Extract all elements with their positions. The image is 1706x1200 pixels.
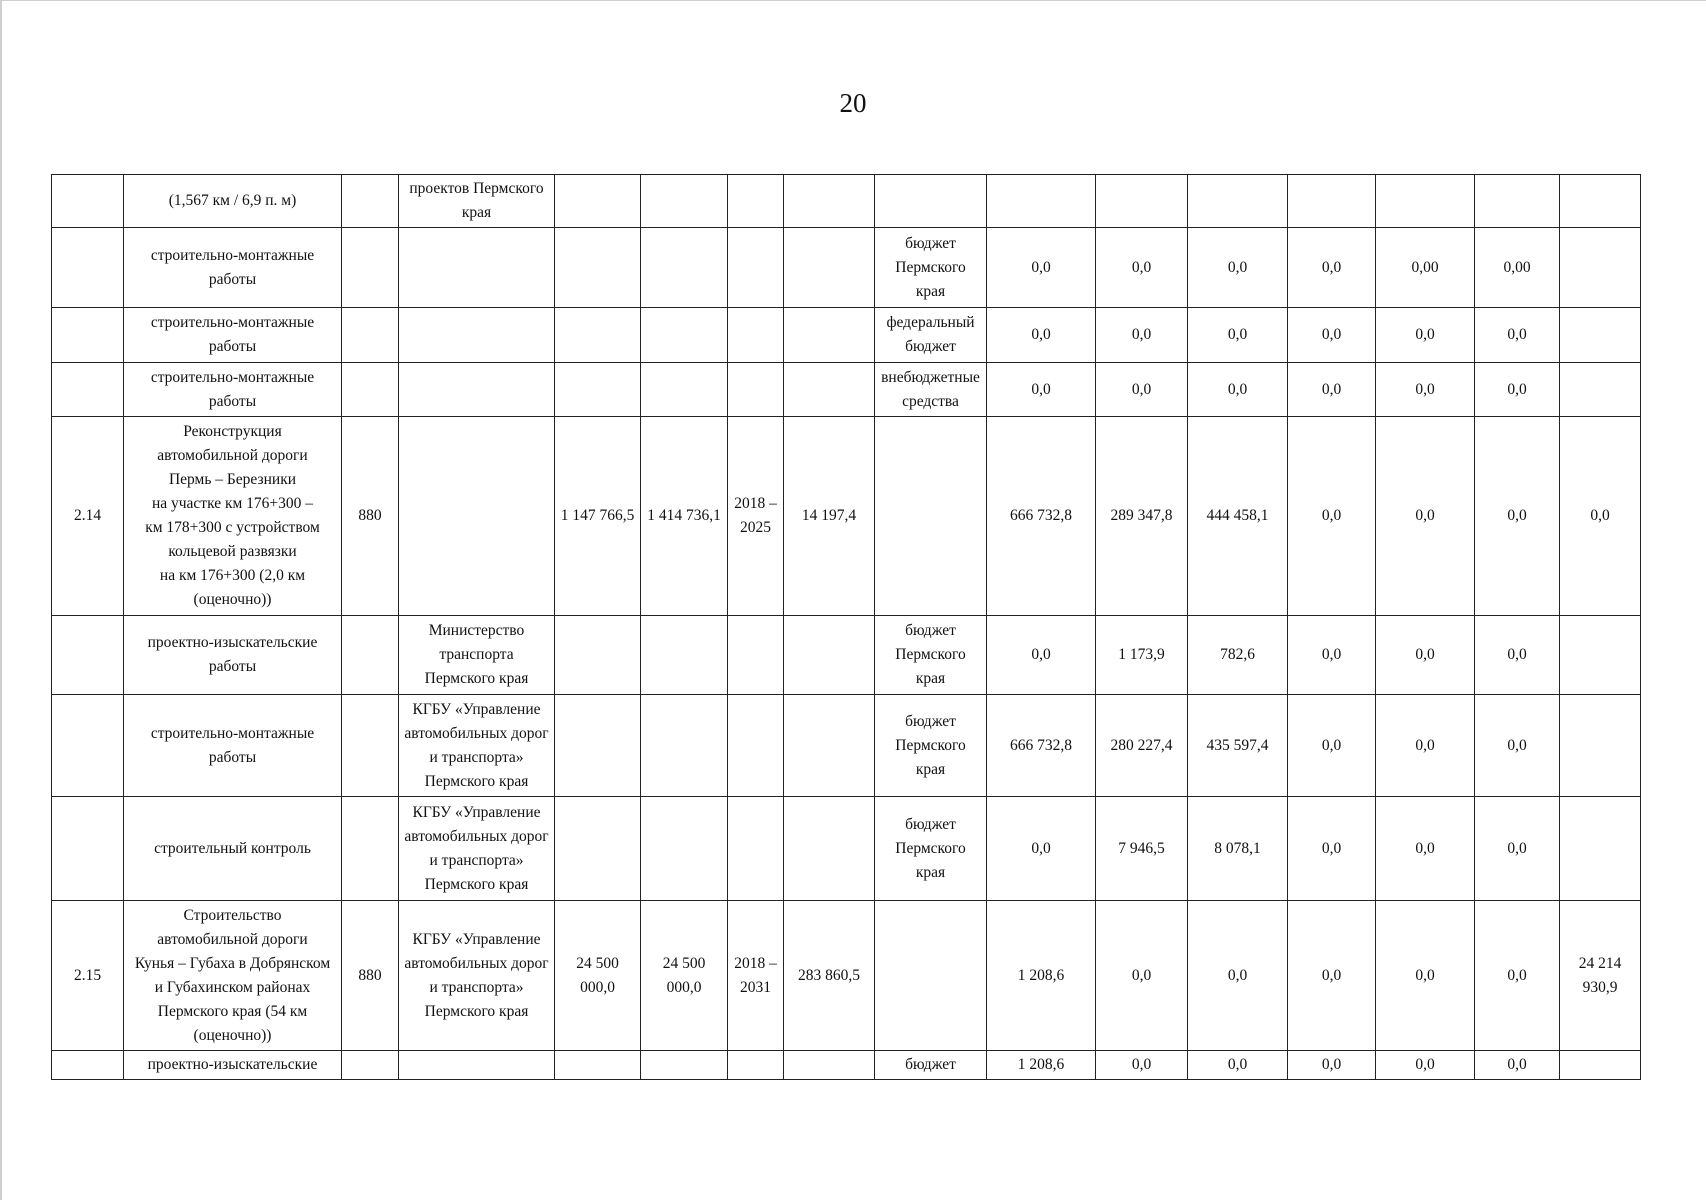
cell-code [342,228,399,308]
cell-period: 2018 – 2025 [728,417,784,616]
cell-year-6 [1475,175,1560,228]
cell-responsible-org: проектов Пермского края [399,175,555,228]
cell-year-3: 444 458,1 [1188,417,1288,616]
cell-period [728,797,784,901]
cell-total-cost [641,308,728,363]
cell-cost-estimate [555,1051,641,1080]
cell-year-4: 0,0 [1288,228,1376,308]
cell-funding-source: бюджет Пермского края [875,616,987,695]
table-row [52,1051,1641,1080]
cell-year-2: 280 227,4 [1096,695,1188,797]
page-number: 20 [839,88,867,118]
cell-row-number [52,308,124,363]
table-row [52,616,1641,695]
table-row [52,308,1641,363]
cell-period [728,175,784,228]
cell-responsible-org [399,228,555,308]
cell-period [728,228,784,308]
cell-year-2: 289 347,8 [1096,417,1188,616]
cell-year-4: 0,0 [1288,417,1376,616]
cell-spent-before [784,363,875,417]
cell-row-number [52,175,124,228]
cell-code [342,175,399,228]
cell-funding-source: внебюджетные средства [875,363,987,417]
cell-activity-name: Строительство автомобильной дороги Кунья – Губаха в Добрянском и Губахинском районах Пермского края (54 км (оценочно)) [124,901,342,1051]
cell-code [342,1051,399,1080]
cell-responsible-org: КГБУ «Управление автомобильных дорог и транспорта» Пермского края [399,695,555,797]
cell-year-5: 0,0 [1376,695,1475,797]
cell-year-5 [1376,175,1475,228]
table-row [52,695,1641,797]
cell-funding-source: бюджет Пермского края [875,695,987,797]
cell-year-1: 0,0 [987,616,1096,695]
cell-year-1: 666 732,8 [987,695,1096,797]
cell-year-4: 0,0 [1288,363,1376,417]
cell-year-4: 0,0 [1288,797,1376,901]
cell-remaining: 0,0 [1560,417,1641,616]
cell-row-number [52,616,124,695]
cell-funding-source: бюджет [875,1051,987,1080]
cell-year-4: 0,0 [1288,616,1376,695]
cell-remaining [1560,308,1641,363]
cell-responsible-org [399,308,555,363]
cell-activity-name: (1,567 км / 6,9 п. м) [124,175,342,228]
cell-total-cost [641,363,728,417]
cell-year-3: 782,6 [1188,616,1288,695]
cell-year-3: 0,0 [1188,308,1288,363]
cell-year-6: 0,0 [1475,363,1560,417]
cell-activity-name: строительный контроль [124,797,342,901]
table-row [52,901,1641,1051]
cell-period [728,695,784,797]
cell-funding-source [875,901,987,1051]
cell-year-3: 435 597,4 [1188,695,1288,797]
cell-year-2: 0,0 [1096,1051,1188,1080]
cell-period [728,363,784,417]
cell-total-cost [641,616,728,695]
cell-year-2 [1096,175,1188,228]
cell-row-number [52,363,124,417]
cell-year-2: 7 946,5 [1096,797,1188,901]
cell-total-cost [641,228,728,308]
cell-year-2: 0,0 [1096,363,1188,417]
cell-year-5: 0,0 [1376,616,1475,695]
cell-activity-name: проектно-изыскательские работы [124,616,342,695]
cell-activity-name: строительно-монтажные работы [124,363,342,417]
cell-year-4: 0,0 [1288,1051,1376,1080]
cell-code [342,695,399,797]
cell-spent-before [784,175,875,228]
cell-responsible-org: КГБУ «Управление автомобильных дорог и транспорта» Пермского края [399,901,555,1051]
cell-code [342,363,399,417]
cell-spent-before: 283 860,5 [784,901,875,1051]
cell-responsible-org [399,1051,555,1080]
cell-year-5: 0,00 [1376,228,1475,308]
cell-spent-before [784,228,875,308]
cell-remaining [1560,363,1641,417]
cell-code [342,797,399,901]
cell-year-1: 0,0 [987,363,1096,417]
cell-row-number: 2.14 [52,417,124,616]
cell-year-1: 1 208,6 [987,901,1096,1051]
table-row [52,797,1641,901]
cell-year-6: 0,0 [1475,308,1560,363]
table-row [52,417,1641,616]
cell-activity-name: строительно-монтажные работы [124,308,342,363]
cell-period [728,1051,784,1080]
cell-cost-estimate: 1 147 766,5 [555,417,641,616]
cell-year-2: 1 173,9 [1096,616,1188,695]
cell-year-3: 0,0 [1188,228,1288,308]
cell-activity-name: проектно-изыскательские [124,1051,342,1080]
budget-table [51,174,1641,1080]
cell-spent-before: 14 197,4 [784,417,875,616]
cell-responsible-org [399,417,555,616]
cell-year-1: 0,0 [987,308,1096,363]
cell-year-1: 1 208,6 [987,1051,1096,1080]
cell-cost-estimate [555,616,641,695]
scan-edge-top [0,0,1706,1]
table-row [52,175,1641,228]
cell-total-cost [641,175,728,228]
cell-year-6: 0,0 [1475,901,1560,1051]
cell-funding-source: бюджет Пермского края [875,228,987,308]
cell-cost-estimate [555,308,641,363]
cell-remaining: 24 214 930,9 [1560,901,1641,1051]
table-row [52,363,1641,417]
cell-total-cost: 1 414 736,1 [641,417,728,616]
cell-year-5: 0,0 [1376,417,1475,616]
cell-spent-before [784,308,875,363]
cell-year-3 [1188,175,1288,228]
cell-cost-estimate [555,228,641,308]
cell-year-4 [1288,175,1376,228]
cell-year-1 [987,175,1096,228]
cell-funding-source: федеральный бюджет [875,308,987,363]
cell-code: 880 [342,417,399,616]
cell-period [728,308,784,363]
cell-spent-before [784,616,875,695]
cell-total-cost [641,695,728,797]
cell-year-2: 0,0 [1096,901,1188,1051]
cell-remaining [1560,616,1641,695]
cell-year-4: 0,0 [1288,695,1376,797]
cell-remaining [1560,695,1641,797]
cell-year-3: 0,0 [1188,363,1288,417]
cell-year-4: 0,0 [1288,901,1376,1051]
cell-code: 880 [342,901,399,1051]
cell-cost-estimate [555,363,641,417]
cell-total-cost [641,1051,728,1080]
cell-period: 2018 – 2031 [728,901,784,1051]
cell-year-5: 0,0 [1376,1051,1475,1080]
cell-row-number [52,797,124,901]
cell-remaining [1560,1051,1641,1080]
cell-funding-source [875,175,987,228]
cell-year-2: 0,0 [1096,228,1188,308]
cell-responsible-org: Министерство транспорта Пермского края [399,616,555,695]
cell-code [342,616,399,695]
cell-spent-before [784,1051,875,1080]
cell-year-6: 0,0 [1475,695,1560,797]
cell-remaining [1560,797,1641,901]
cell-activity-name: строительно-монтажные работы [124,228,342,308]
cell-responsible-org: КГБУ «Управление автомобильных дорог и транспорта» Пермского края [399,797,555,901]
cell-year-1: 0,0 [987,228,1096,308]
cell-funding-source [875,417,987,616]
cell-year-3: 0,0 [1188,901,1288,1051]
cell-year-1: 666 732,8 [987,417,1096,616]
cell-cost-estimate [555,175,641,228]
scan-edge-left [0,0,2,1200]
cell-cost-estimate: 24 500 000,0 [555,901,641,1051]
cell-year-4: 0,0 [1288,308,1376,363]
cell-year-3: 0,0 [1188,1051,1288,1080]
cell-spent-before [784,695,875,797]
cell-year-3: 8 078,1 [1188,797,1288,901]
cell-activity-name: строительно-монтажные работы [124,695,342,797]
cell-year-5: 0,0 [1376,901,1475,1051]
cell-remaining [1560,228,1641,308]
cell-responsible-org [399,363,555,417]
cell-year-5: 0,0 [1376,797,1475,901]
cell-total-cost: 24 500 000,0 [641,901,728,1051]
cell-remaining [1560,175,1641,228]
cell-year-6: 0,0 [1475,797,1560,901]
cell-year-5: 0,0 [1376,308,1475,363]
cell-cost-estimate [555,695,641,797]
cell-row-number: 2.15 [52,901,124,1051]
cell-row-number [52,1051,124,1080]
cell-year-6: 0,0 [1475,616,1560,695]
cell-row-number [52,228,124,308]
cell-spent-before [784,797,875,901]
cell-year-1: 0,0 [987,797,1096,901]
cell-activity-name: Реконструкция автомобильной дороги Пермь – Березники на участке км 176+300 – км 178+300 с устройством кольцевой развязки на км 176+300 (2,0 км (оценочно)) [124,417,342,616]
cell-row-number [52,695,124,797]
cell-funding-source: бюджет Пермского края [875,797,987,901]
cell-year-6: 0,00 [1475,228,1560,308]
cell-year-2: 0,0 [1096,308,1188,363]
cell-period [728,616,784,695]
table-row [52,228,1641,308]
cell-year-6: 0,0 [1475,417,1560,616]
cell-year-6: 0,0 [1475,1051,1560,1080]
cell-cost-estimate [555,797,641,901]
cell-year-5: 0,0 [1376,363,1475,417]
cell-code [342,308,399,363]
cell-total-cost [641,797,728,901]
